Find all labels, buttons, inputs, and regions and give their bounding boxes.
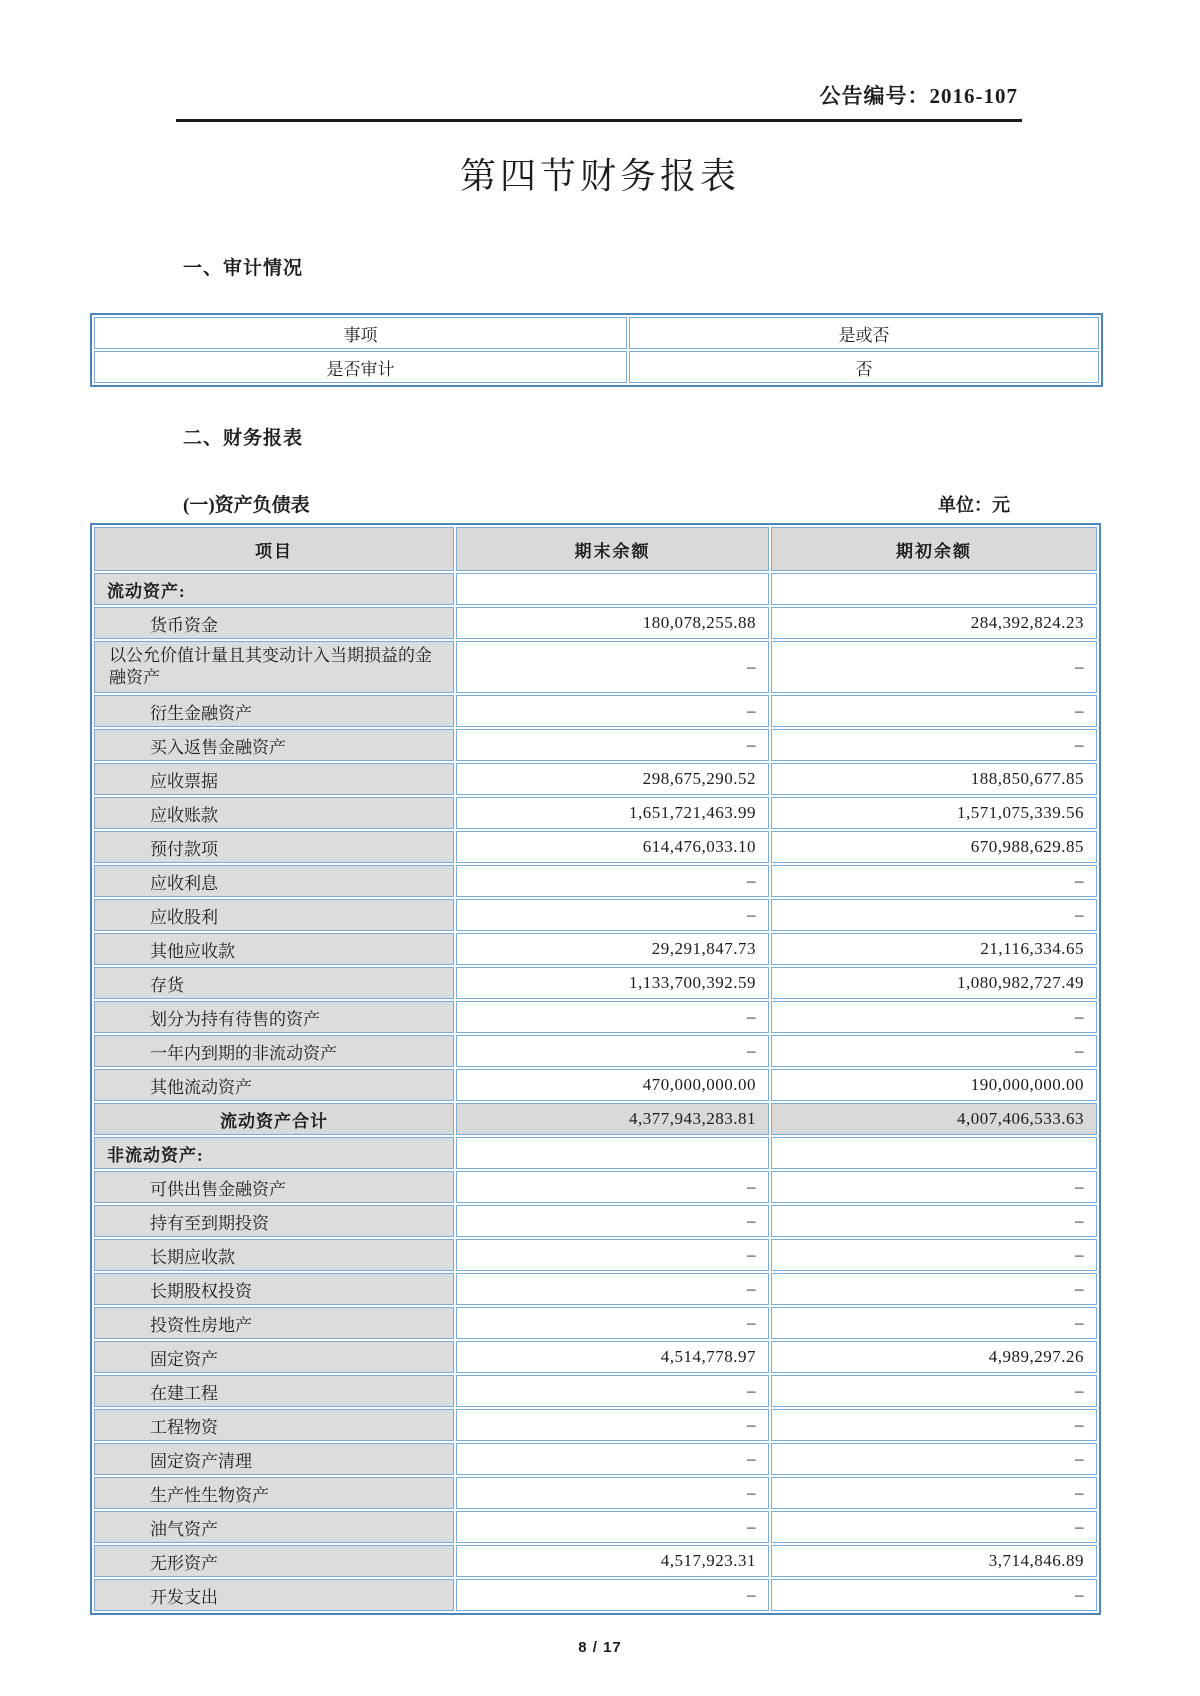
- row-label: 应收票据: [94, 763, 454, 795]
- value-cell: –: [771, 1205, 1097, 1237]
- row-label: 在建工程: [94, 1375, 454, 1407]
- row-label: 投资性房地产: [94, 1307, 454, 1339]
- column-header: 项目: [94, 527, 454, 571]
- table-row: [94, 607, 1097, 639]
- balance-sheet-heading: (一)资产负债表: [183, 495, 310, 516]
- row-label: 衍生金融资产: [94, 695, 454, 727]
- audit-data-row: [94, 351, 1099, 383]
- row-label: 应收账款: [94, 797, 454, 829]
- value-cell: [771, 1137, 1097, 1169]
- value-cell: –: [771, 1035, 1097, 1067]
- value-cell: 1,080,982,727.49: [771, 967, 1097, 999]
- value-cell: –: [456, 1307, 769, 1339]
- table-row: [94, 899, 1097, 931]
- row-label: 以公允价值计量且其变动计入当期损益的金融资产: [94, 641, 454, 693]
- value-cell: 1,571,075,339.56: [771, 797, 1097, 829]
- row-label: 货币资金: [94, 607, 454, 639]
- row-label: 其他应收款: [94, 933, 454, 965]
- value-cell: 190,000,000.00: [771, 1069, 1097, 1101]
- table-row: [94, 729, 1097, 761]
- audit-cell: 否: [629, 351, 1099, 383]
- table-row: [94, 763, 1097, 795]
- value-cell: –: [456, 1409, 769, 1441]
- table-row: [94, 1511, 1097, 1543]
- table-row: [94, 831, 1097, 863]
- table-header-row: [94, 527, 1097, 571]
- audit-table: [90, 313, 1103, 387]
- table-row: [94, 1307, 1097, 1339]
- balance-sheet-table: [90, 523, 1101, 1615]
- value-cell: –: [456, 641, 769, 693]
- table-row: [94, 1341, 1097, 1373]
- table-row: [94, 1273, 1097, 1305]
- audit-cell: 是或否: [629, 317, 1099, 349]
- value-cell: –: [771, 1375, 1097, 1407]
- row-label: 开发支出: [94, 1579, 454, 1611]
- value-cell: –: [771, 1409, 1097, 1441]
- table-row: [94, 695, 1097, 727]
- page-title: 第四节财务报表: [459, 155, 740, 196]
- table-row: [94, 1239, 1097, 1271]
- row-label: 无形资产: [94, 1545, 454, 1577]
- value-cell: 4,989,297.26: [771, 1341, 1097, 1373]
- value-cell: –: [771, 641, 1097, 693]
- value-cell: [456, 573, 769, 605]
- value-cell: [456, 1137, 769, 1169]
- audit-cell: 事项: [94, 317, 627, 349]
- row-label: 应收利息: [94, 865, 454, 897]
- row-label: 流动资产合计: [94, 1103, 454, 1135]
- value-cell: –: [456, 1205, 769, 1237]
- column-header: 期末余额: [456, 527, 769, 571]
- row-label: 预付款项: [94, 831, 454, 863]
- value-cell: –: [771, 1001, 1097, 1033]
- value-cell: –: [456, 729, 769, 761]
- value-cell: –: [771, 729, 1097, 761]
- value-cell: –: [456, 1273, 769, 1305]
- value-cell: 4,514,778.97: [456, 1341, 769, 1373]
- table-row: [94, 1171, 1097, 1203]
- row-label: 买入返售金融资产: [94, 729, 454, 761]
- table-row: [94, 1001, 1097, 1033]
- row-label: 存货: [94, 967, 454, 999]
- column-header: 期初余额: [771, 527, 1097, 571]
- value-cell: –: [771, 1511, 1097, 1543]
- value-cell: 1,133,700,392.59: [456, 967, 769, 999]
- value-cell: –: [771, 1239, 1097, 1271]
- table-row: [94, 1035, 1097, 1067]
- table-row: [94, 933, 1097, 965]
- value-cell: –: [456, 1477, 769, 1509]
- value-cell: –: [771, 1443, 1097, 1475]
- value-cell: –: [456, 1239, 769, 1271]
- value-cell: –: [456, 865, 769, 897]
- value-cell: 188,850,677.85: [771, 763, 1097, 795]
- table-row: [94, 573, 1097, 605]
- table-row: [94, 1069, 1097, 1101]
- value-cell: 21,116,334.65: [771, 933, 1097, 965]
- value-cell: –: [456, 1443, 769, 1475]
- value-cell: 1,651,721,463.99: [456, 797, 769, 829]
- value-cell: 298,675,290.52: [456, 763, 769, 795]
- value-cell: 614,476,033.10: [456, 831, 769, 863]
- row-label: 长期股权投资: [94, 1273, 454, 1305]
- announcement-number: 公告编号：2016-107: [819, 84, 1018, 108]
- table-row: [94, 1409, 1097, 1441]
- value-cell: 29,291,847.73: [456, 933, 769, 965]
- table-row: [94, 865, 1097, 897]
- table-row: [94, 797, 1097, 829]
- value-cell: 670,988,629.85: [771, 831, 1097, 863]
- table-row: [94, 1443, 1097, 1475]
- row-label: 应收股利: [94, 899, 454, 931]
- section-heading-audit: 一、审计情况: [183, 258, 304, 279]
- audit-header-row: [94, 317, 1099, 349]
- row-label: 固定资产: [94, 1341, 454, 1373]
- row-label: 油气资产: [94, 1511, 454, 1543]
- value-cell: –: [771, 1477, 1097, 1509]
- table-row: [94, 967, 1097, 999]
- row-label: 固定资产清理: [94, 1443, 454, 1475]
- value-cell: –: [771, 1171, 1097, 1203]
- table-row: [94, 1579, 1097, 1611]
- value-cell: 4,377,943,283.81: [456, 1103, 769, 1135]
- row-label: 生产性生物资产: [94, 1477, 454, 1509]
- table-row: [94, 1103, 1097, 1135]
- table-row: [94, 1375, 1097, 1407]
- value-cell: 180,078,255.88: [456, 607, 769, 639]
- value-cell: –: [771, 695, 1097, 727]
- value-cell: –: [456, 1035, 769, 1067]
- table-row: [94, 1477, 1097, 1509]
- row-label: 其他流动资产: [94, 1069, 454, 1101]
- value-cell: –: [771, 865, 1097, 897]
- value-cell: [771, 573, 1097, 605]
- row-label: 划分为持有待售的资产: [94, 1001, 454, 1033]
- row-label: 非流动资产:: [94, 1137, 454, 1169]
- balance-sheet-subtitle-row: [90, 490, 1097, 517]
- row-label: 长期应收款: [94, 1239, 454, 1271]
- value-cell: –: [456, 899, 769, 931]
- value-cell: 470,000,000.00: [456, 1069, 769, 1101]
- row-label: 可供出售金融资产: [94, 1171, 454, 1203]
- table-row: [94, 641, 1097, 693]
- value-cell: –: [771, 1307, 1097, 1339]
- section-heading-financial: 二、财务报表: [183, 428, 304, 449]
- value-cell: –: [771, 1579, 1097, 1611]
- value-cell: –: [771, 1273, 1097, 1305]
- audit-cell: 是否审计: [94, 351, 627, 383]
- row-label: 一年内到期的非流动资产: [94, 1035, 454, 1067]
- value-cell: –: [771, 899, 1097, 931]
- value-cell: 4,007,406,533.63: [771, 1103, 1097, 1135]
- value-cell: –: [456, 1001, 769, 1033]
- value-cell: 4,517,923.31: [456, 1545, 769, 1577]
- page-number: 8 / 17: [578, 1639, 622, 1656]
- value-cell: 284,392,824.23: [771, 607, 1097, 639]
- row-label: 流动资产:: [94, 573, 454, 605]
- row-label: 工程物资: [94, 1409, 454, 1441]
- value-cell: 3,714,846.89: [771, 1545, 1097, 1577]
- table-row: [94, 1205, 1097, 1237]
- table-row: [94, 1545, 1097, 1577]
- header-rule: [176, 119, 1022, 122]
- row-label: 持有至到期投资: [94, 1205, 454, 1237]
- value-cell: –: [456, 1579, 769, 1611]
- value-cell: –: [456, 695, 769, 727]
- table-row: [94, 1137, 1097, 1169]
- value-cell: –: [456, 1375, 769, 1407]
- value-cell: –: [456, 1171, 769, 1203]
- unit-label: 单位：元: [938, 495, 1010, 515]
- value-cell: –: [456, 1511, 769, 1543]
